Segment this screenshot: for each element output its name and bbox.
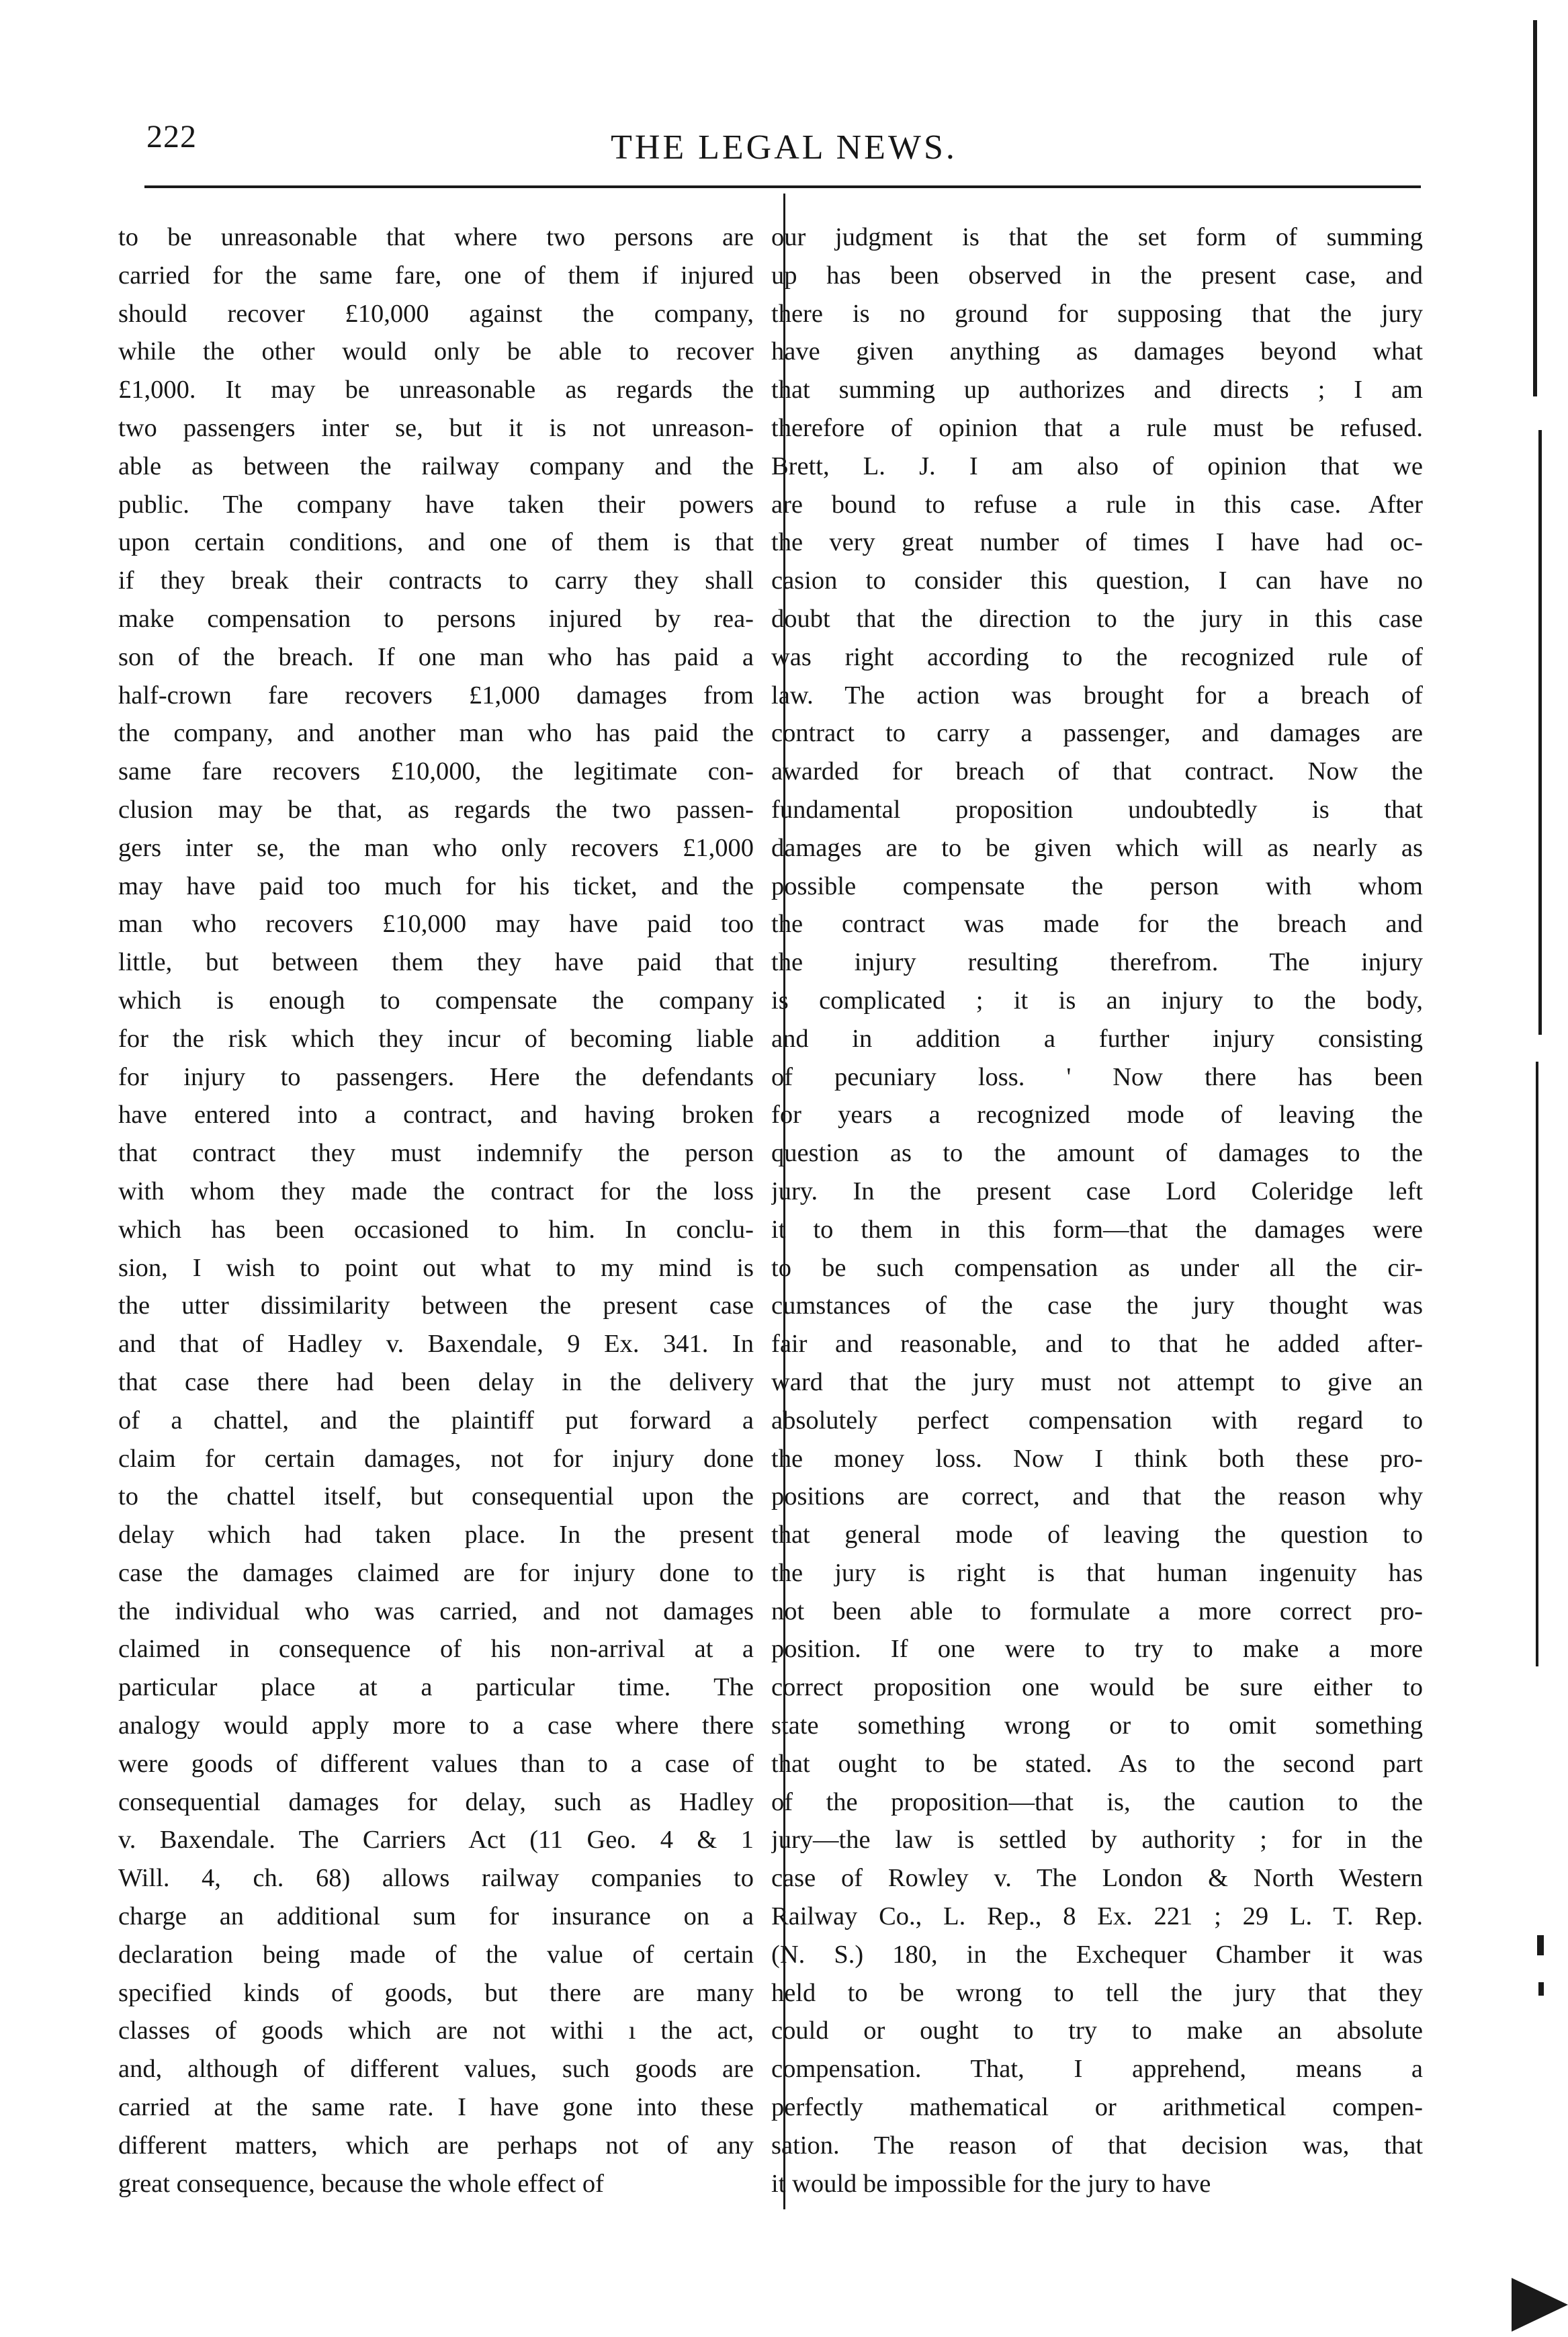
text-line: make compensation to persons injured by rea- — [118, 604, 754, 633]
text-line: which has been occasioned to him. In conclu- — [118, 1215, 754, 1244]
text-line: up has been observed in the present case, and — [771, 261, 1423, 290]
text-line: v. Baxendale. The Carriers Act (11 Geo. 4 & 1 — [118, 1826, 754, 1855]
text-line: is complicated ; it is an injury to the body, — [771, 986, 1423, 1015]
text-line: sion, I wish to point out what to my mind is — [118, 1253, 754, 1282]
text-line: two passengers inter se, but it is not unreason- — [118, 413, 754, 442]
text-line: jury—the law is settled by authority ; for in the — [771, 1826, 1423, 1855]
text-line: particular place at a particular time. The — [118, 1673, 754, 1702]
text-line: case the damages claimed are for injury done to — [118, 1558, 754, 1587]
text-line: the money loss. Now I think both these pro- — [771, 1444, 1423, 1473]
text-line: were goods of different values than to a case of — [118, 1749, 754, 1778]
text-line: cumstances of the case the jury thought was — [771, 1291, 1423, 1320]
text-line: of a chattel, and the plaintiff put forward a — [118, 1406, 754, 1435]
text-line: to be such compensation as under all the cir- — [771, 1253, 1423, 1282]
text-line: declaration being made of the value of certain — [118, 1940, 754, 1969]
text-line: ward that the jury must not attempt to give an — [771, 1367, 1423, 1396]
text-line: great consequence, because the whole effect of — [118, 2169, 604, 2198]
text-line: with whom they made the contract for the loss — [118, 1177, 754, 1205]
text-line: consequential damages for delay, such as Hadley — [118, 1787, 754, 1816]
text-line: to be unreasonable that where two persons are — [118, 223, 754, 251]
text-line: damages are to be given which will as nearly as — [771, 833, 1423, 862]
text-line: the utter dissimilarity between the present case — [118, 1291, 754, 1320]
text-line: £1,000. It may be unreasonable as regards the — [118, 376, 754, 405]
text-line: there is no ground for supposing that the jury — [771, 299, 1423, 328]
text-line: compensation. That, I apprehend, means a — [771, 2055, 1423, 2084]
text-line: that general mode of leaving the question to — [771, 1521, 1423, 1549]
text-line: are bound to refuse a rule in this case. After — [771, 490, 1423, 519]
text-line: carried at the same rate. I have gone into these — [118, 2093, 754, 2122]
text-line: was right according to the recognized rule of — [771, 642, 1423, 671]
text-line: the individual who was carried, and not damages — [118, 1597, 754, 1625]
text-line: different matters, which are perhaps not of any — [118, 2131, 754, 2160]
header-rule — [144, 185, 1421, 188]
text-line: the contract was made for the breach and — [771, 910, 1423, 939]
text-line: it would be impossible for the jury to have — [771, 2169, 1211, 2198]
text-line: doubt that the direction to the jury in this case — [771, 604, 1423, 633]
text-line: may have paid too much for his ticket, and the — [118, 872, 754, 900]
text-line: half-crown fare recovers £1,000 damages from — [118, 681, 754, 710]
text-line: analogy would apply more to a case where there — [118, 1711, 754, 1740]
text-line: awarded for breach of that contract. Now the — [771, 757, 1423, 786]
text-line: (N. S.) 180, in the Exchequer Chamber it was — [771, 1940, 1423, 1969]
text-line: claimed in consequence of his non-arrival at a — [118, 1635, 754, 1664]
margin-edge-mark — [1533, 20, 1537, 396]
text-line: absolutely perfect compensation with regard to — [771, 1406, 1423, 1435]
text-line: able as between the railway company and the — [118, 452, 754, 480]
text-line: Brett, L. J. I am also of opinion that we — [771, 452, 1423, 480]
margin-speck — [1537, 1935, 1544, 1955]
text-line: carried for the same fare, one of them if injured — [118, 261, 754, 290]
text-line: if they break their contracts to carry they shall — [118, 566, 754, 595]
text-line: same fare recovers £10,000, the legitimate con- — [118, 757, 754, 786]
text-line: clusion may be that, as regards the two passen- — [118, 795, 754, 824]
right-column — [771, 218, 1423, 2234]
text-line: positions are correct, and that the reason why — [771, 1482, 1423, 1511]
text-line: and in addition a further injury consisting — [771, 1024, 1423, 1053]
text-line: of pecuniary loss. ' Now there has been — [771, 1062, 1423, 1091]
journal-title: THE LEGAL NEWS. — [611, 128, 957, 167]
text-line: to the chattel itself, but consequential upon the — [118, 1482, 754, 1511]
text-line: and, although of different values, such goods are — [118, 2055, 754, 2084]
text-line: son of the breach. If one man who has paid a — [118, 642, 754, 671]
page-corner-mark — [1512, 2278, 1568, 2332]
text-line: the jury is right is that human ingenuity has — [771, 1558, 1423, 1587]
text-line: case of Rowley v. The London & North Western — [771, 1864, 1423, 1893]
text-line: gers inter se, the man who only recovers £1,000 — [118, 833, 754, 862]
text-line: for years a recognized mode of leaving the — [771, 1101, 1423, 1130]
text-line: therefore of opinion that a rule must be refused. — [771, 413, 1423, 442]
text-line: that summing up authorizes and directs ; I am — [771, 376, 1423, 405]
text-line: that case there had been delay in the delivery — [118, 1367, 754, 1396]
text-line: that contract they must indemnify the person — [118, 1139, 754, 1168]
text-line: public. The company have taken their powers — [118, 490, 754, 519]
text-line: sation. The reason of that decision was, that — [771, 2131, 1423, 2160]
text-line: delay which had taken place. In the present — [118, 1521, 754, 1549]
text-line: little, but between them they have paid that — [118, 948, 754, 977]
text-line: jury. In the present case Lord Coleridge left — [771, 1177, 1423, 1205]
text-line: our judgment is that the set form of summing — [771, 223, 1423, 251]
text-line: have given anything as damages beyond what — [771, 337, 1423, 366]
text-line: perfectly mathematical or arithmetical compen- — [771, 2093, 1423, 2122]
text-line: charge an additional sum for insurance on a — [118, 1902, 754, 1931]
text-line: which is enough to compensate the company — [118, 986, 754, 1015]
text-line: fundamental proposition undoubtedly is that — [771, 795, 1423, 824]
text-line: the very great number of times I have had oc- — [771, 528, 1423, 557]
text-line: the company, and another man who has paid the — [118, 719, 754, 748]
text-line: and that of Hadley v. Baxendale, 9 Ex. 341. In — [118, 1330, 754, 1359]
text-line: for the risk which they incur of becoming liable — [118, 1024, 754, 1053]
text-line: have entered into a contract, and having broken — [118, 1101, 754, 1130]
text-line: for injury to passengers. Here the defendants — [118, 1062, 754, 1091]
text-line: state something wrong or to omit something — [771, 1711, 1423, 1740]
text-line: contract to carry a passenger, and damages are — [771, 719, 1423, 748]
text-line: correct proposition one would be sure either to — [771, 1673, 1423, 1702]
text-line: upon certain conditions, and one of them is that — [118, 528, 754, 557]
text-line: that ought to be stated. As to the second part — [771, 1749, 1423, 1778]
text-line: question as to the amount of damages to the — [771, 1139, 1423, 1168]
text-line: fair and reasonable, and to that he added after- — [771, 1330, 1423, 1359]
text-line: position. If one were to try to make a more — [771, 1635, 1423, 1664]
text-line: casion to consider this question, I can have no — [771, 566, 1423, 595]
text-line: it to them in this form—that the damages were — [771, 1215, 1423, 1244]
margin-edge-mark — [1538, 430, 1542, 1035]
text-line: while the other would only be able to recover — [118, 337, 754, 366]
text-line: of the proposition—that is, the caution to the — [771, 1787, 1423, 1816]
text-line: should recover £10,000 against the company, — [118, 299, 754, 328]
text-line: man who recovers £10,000 may have paid too — [118, 910, 754, 939]
text-line: could or ought to try to make an absolute — [771, 2016, 1423, 2045]
text-line: not been able to formulate a more correct pro- — [771, 1597, 1423, 1625]
left-column — [118, 218, 754, 2234]
text-line: claim for certain damages, not for injury done — [118, 1444, 754, 1473]
text-line: specified kinds of goods, but there are many — [118, 1978, 754, 2007]
text-line: law. The action was brought for a breach of — [771, 681, 1423, 710]
page-number: 222 — [146, 119, 197, 155]
text-line: classes of goods which are not withi ı the act, — [118, 2016, 754, 2045]
margin-speck — [1538, 1982, 1544, 1996]
text-line: Will. 4, ch. 68) allows railway companies to — [118, 1864, 754, 1893]
text-line: the injury resulting therefrom. The injury — [771, 948, 1423, 977]
text-line: Railway Co., L. Rep., 8 Ex. 221 ; 29 L. T. Rep. — [771, 1902, 1423, 1931]
text-line: held to be wrong to tell the jury that they — [771, 1978, 1423, 2007]
margin-edge-mark — [1536, 1062, 1538, 1666]
text-line: possible compensate the person with whom — [771, 872, 1423, 900]
